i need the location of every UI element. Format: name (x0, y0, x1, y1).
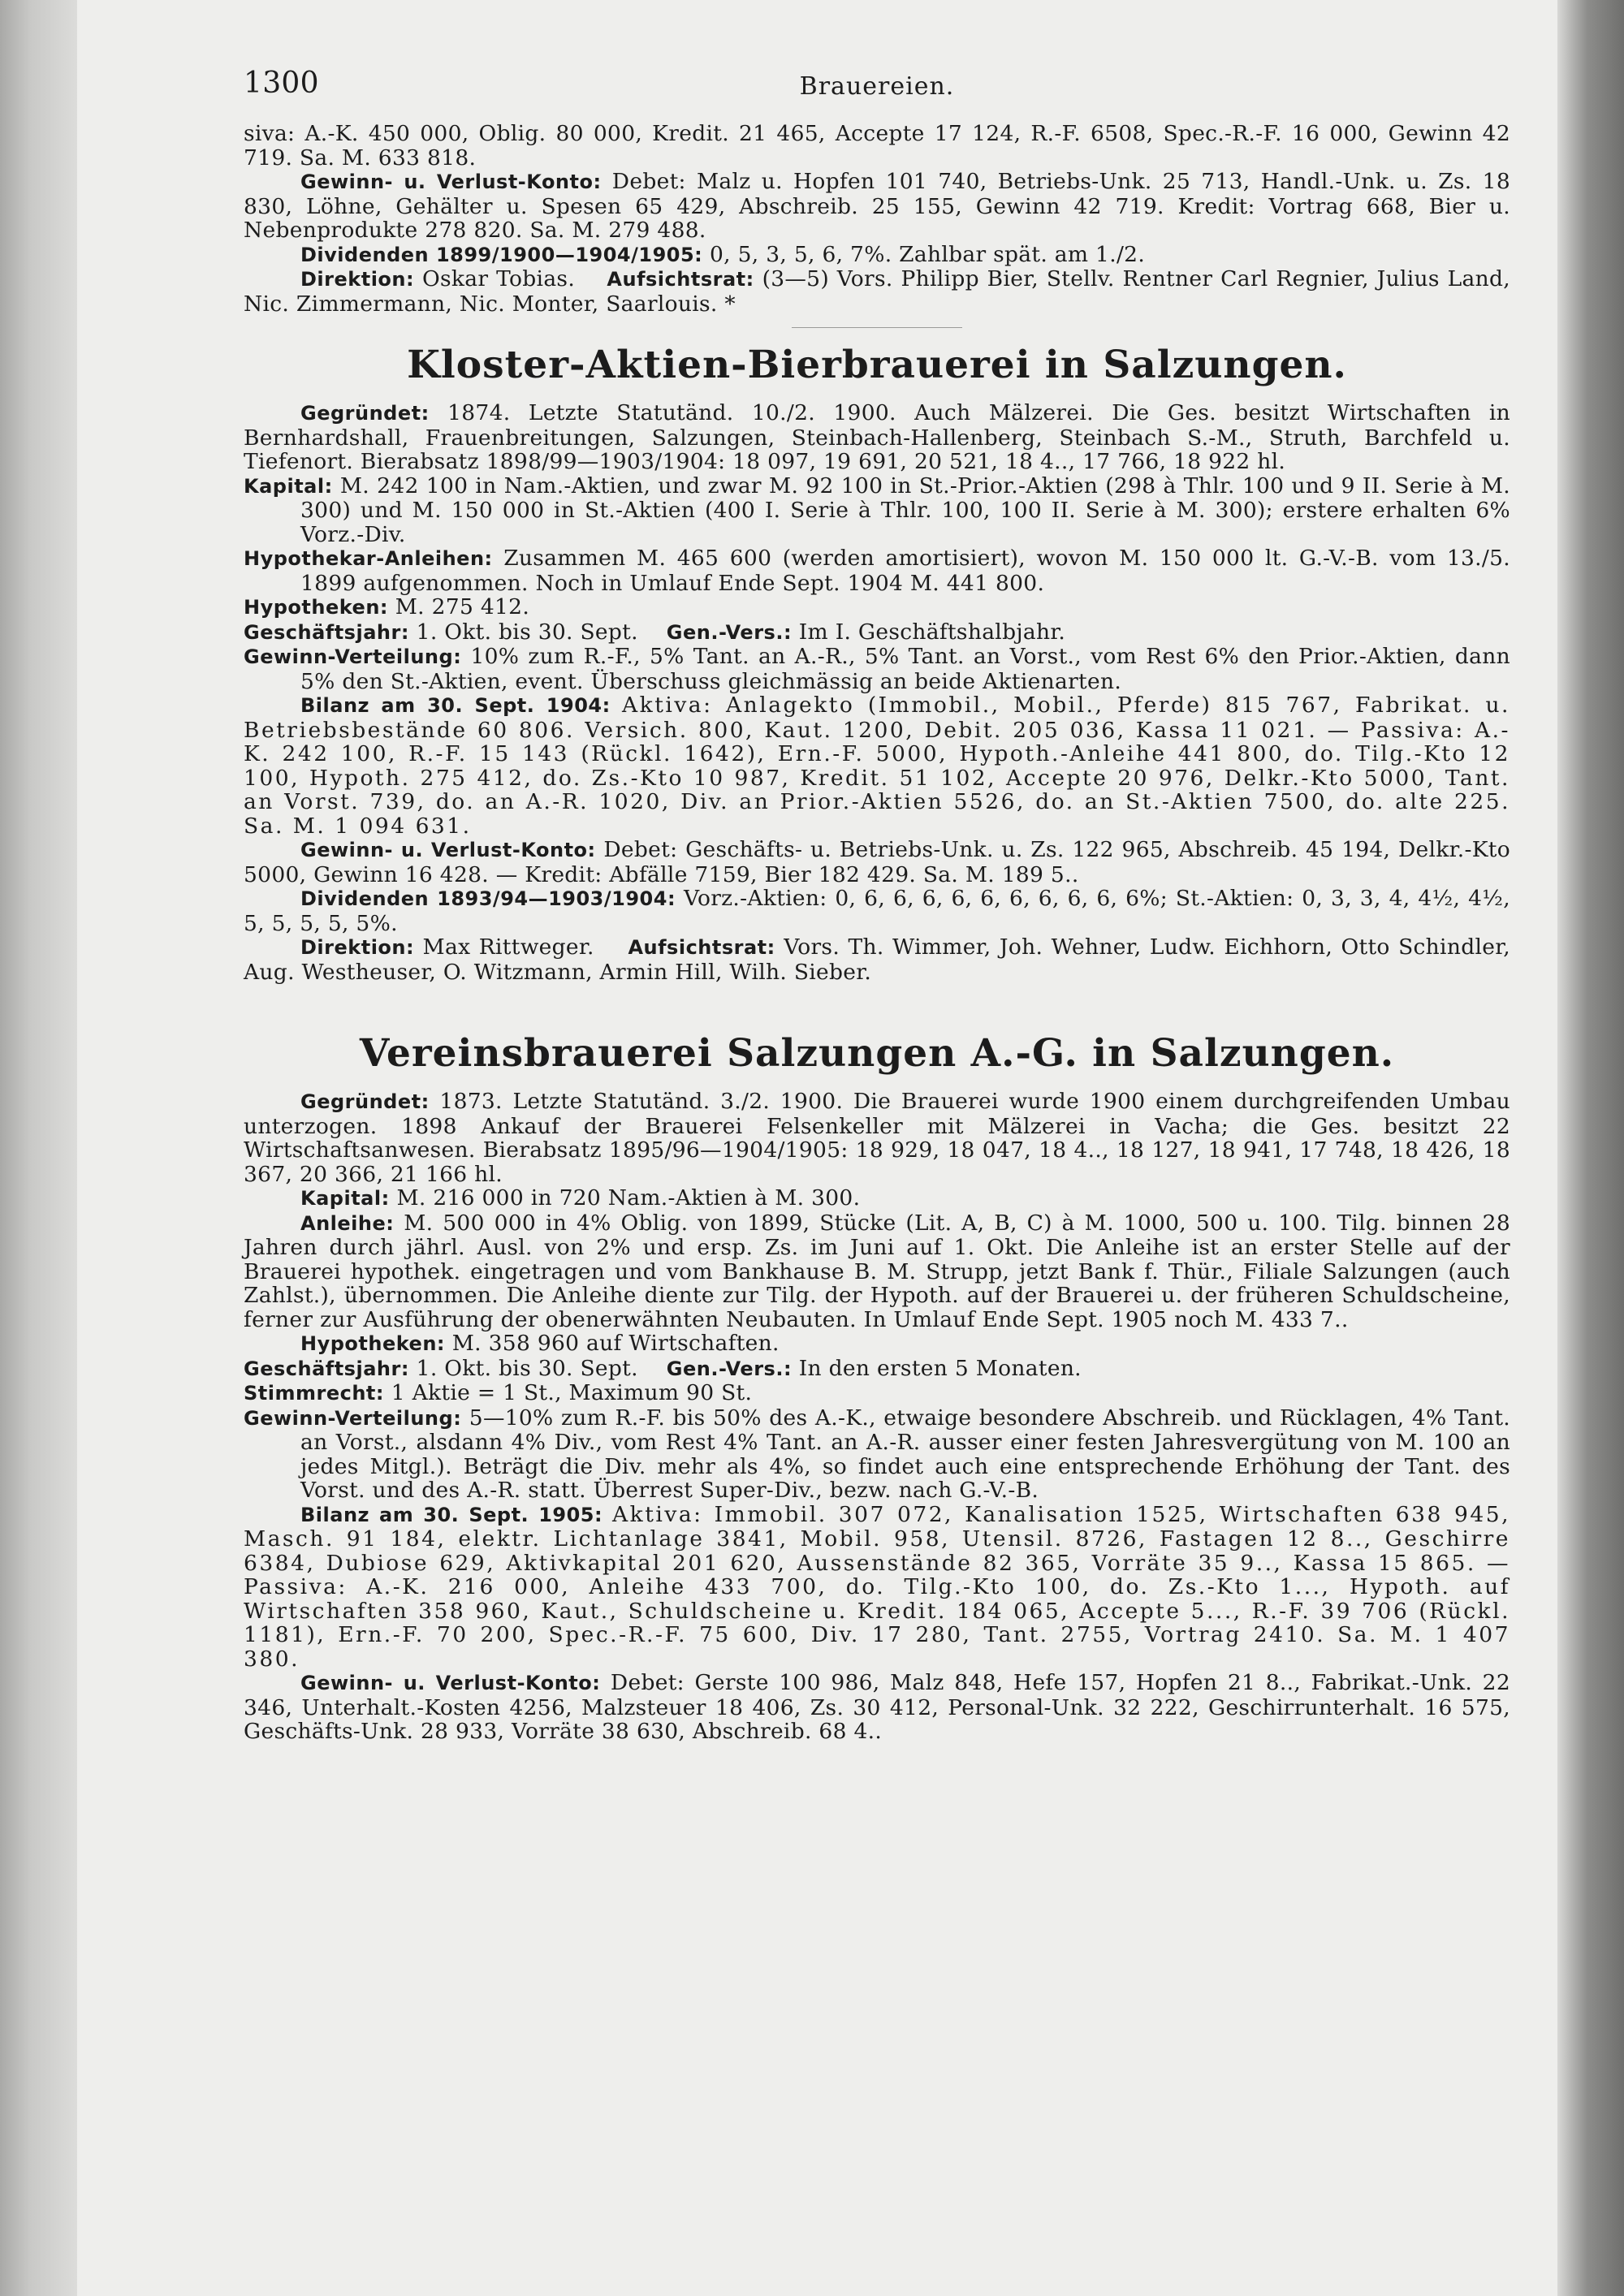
verein-capital-paragraph (244, 1186, 1510, 1211)
kloster-mortgage-bonds-text: Zusammen M. 465 600 (werden amortisiert), wovon M. 150 000 lt. G.-V.-B. vom 13./5. 1899 aufgenommen. Noch in Umlauf Ende Sept. 1904 M. 441 800. (300, 546, 1510, 596)
section-gap (244, 984, 1510, 1016)
supervisory-board-label: Aufsichtsrat: (607, 268, 754, 291)
verein-voting-right-label: Stimmrecht: (244, 1382, 384, 1405)
verein-fiscal-year-label: Geschäftsjahr: (244, 1357, 409, 1380)
kloster-profit-distribution-text: 10% zum R.-F., 5% Tant. an A.-R., 5% Tant. an Vorst., vom Rest 6% den Prior.-Aktien, dann 5% den St.-Aktien, event. Überschuss gleichmässig an beide Aktienarten. (300, 644, 1510, 694)
balance-continuation (244, 122, 1510, 170)
profit-loss-text: Debet: Malz u. Hopfen 101 740, Betriebs-Unk. 25 713, Handl.-Unk. u. Zs. 18 830, Löhne, Gehälter u. Spesen 65 429, Abschreib. 25 155, Gewinn 42 719. Kredit: Vortrag 668, Bier u. Nebenprodukte 278 820. Sa. M. 279 488. (244, 169, 1511, 243)
verein-balance-label: Bilanz am 30. Sept. 1905: (300, 1503, 603, 1526)
kloster-capital-paragraph (244, 474, 1510, 547)
verein-balance-paragraph (244, 1503, 1510, 1672)
verein-general-meeting-label: Gen.-Vers.: (666, 1357, 793, 1380)
kloster-founded-text: 1874. Letzte Statutänd. 10./2. 1900. Auch Mälzerei. Die Ges. besitzt Wirtschaften in Bernhardshall, Frauenbreitungen, Salzungen, Steinbach-Hallenberg, Steinbach S.-M., Struth, Barchfeld u. Tiefenort. Bierabsatz 1898/99—1903/1904: 18 097, 19 691, 20 521, 18 4.., 17 766, 18 922 hl. (244, 400, 1510, 474)
management-paragraph (244, 267, 1510, 316)
kloster-entry (244, 341, 1510, 984)
scan-shadow-left (0, 0, 77, 2296)
verein-founded-paragraph (244, 1090, 1510, 1186)
scan-shadow-right (1557, 0, 1624, 2296)
kloster-capital-label: Kapital: (244, 474, 333, 498)
dividends-label: Dividenden 1899/1900—1904/1905: (300, 243, 703, 266)
verein-profit-distribution-label: Gewinn-Verteilung: (244, 1406, 462, 1430)
direction-label: Direktion: (300, 268, 415, 291)
document-page (244, 67, 1511, 1744)
verein-bond-label: Anleihe: (300, 1211, 395, 1235)
kloster-profit-loss-label: Gewinn- u. Verlust-Konto: (300, 839, 596, 861)
balance-total-text: Gewinn 42 719. Sa. M. 633 818. (244, 121, 1510, 170)
kloster-dividends-label: Dividenden 1893/94—1903/1904: (300, 887, 676, 910)
verein-voting-right-paragraph (244, 1381, 1510, 1406)
supervisory-board-text: (3—5) Vors. Philipp Bier, Stellv. Rentner Carl Regnier, Julius Land, Nic. Zimmermann, Nic. Monter, Saarlouis. * (244, 266, 1510, 317)
verein-mortgages-paragraph (244, 1331, 1510, 1357)
kloster-capital-text: M. 242 100 in Nam.-Aktien, und zwar M. 92 100 in St.-Prior.-Aktien (298 à Thlr. 100 und 9 II. Serie à M. 300) und M. 150 000 in St.-Aktien (400 I. Serie à Thlr. 100, 100 II. Serie à M. 300); erstere erhalten 6% Vorz.-Div. (300, 473, 1510, 547)
kloster-founded-paragraph (244, 401, 1510, 474)
verein-founded-text: 1873. Letzte Statutänd. 3./2. 1900. Die Brauerei wurde 1900 einem durchgreifenden Umbau unterzogen. 1898 Ankauf der Brauerei Felsenkeller mit Mälzerei in Vacha; die Ges. besitzt 22 Wirtschaftsanwesen. Bierabsatz 1895/96—1904/1905: 18 929, 18 047, 18 4.., 18 127, 18 941, 17 748, 18 426, 18 367, 20 366, 21 166 hl. (244, 1089, 1510, 1187)
page-header (244, 67, 1510, 122)
verein-profit-loss-text: Debet: Gerste 100 986, Malz 848, Hefe 157, Hopfen 21 8.., Fabrikat.-Unk. 22 346, Unterhalt.-Kosten 4256, Malzsteuer 18 406, Zs. 30 412, Personal-Unk. 32 222, Geschirrunterhalt. 16 575, Geschäfts-Unk. 28 933, Vorräte 38 630, Abschreib. 68 4.. (244, 1670, 1510, 1744)
kloster-supervisory-board-text: Vors. Th. Wimmer, Joh. Wehner, Ludw. Eichhorn, Otto Schindler, Aug. Westheuser, O. Witzmann, Armin Hill, Wilh. Sieber. (244, 934, 1510, 985)
kloster-dividends-paragraph (244, 887, 1510, 935)
verein-balance-text: Aktiva: Immobil. 307 072, Kanalisation 1525, Wirtschaften 638 945, Masch. 91 184, elektr. Lichtanlage 3841, Mobil. 958, Utensil. 8726, Fastagen 12 8.., Geschirre 6384, Dubiose 629, Aktivkapital 201 620, Aussenstände 82 365, Vorräte 35 9.., Kassa 15 865. — Passiva: A.-K. 216 000, Anleihe 433 700, do. Tilg.-Kto 100, do. Zs.-Kto 1..., Hypoth. auf Wirtschaften 358 960, Kaut., Schuldscheine u. Kredit. 184 065, Accepte 5..., R.-F. 39 706 (Rückl. 1181), Ern.-F. 70 200, Spec.-R.-F. 75 600, Div. 17 280, Tant. 2755, Vortrag 2410. Sa. M. 1 407 380. (244, 1501, 1510, 1672)
verein-capital-text: M. 216 000 in 720 Nam.-Aktien à M. 300. (396, 1185, 861, 1211)
verein-profit-distribution-text: 5—10% zum R.-F. bis 50% des A.-K., etwaige besondere Abschreib. und Rücklagen, 4% Tant. an Vorst., alsdann 4% Div., vom Rest 4% Tant. an A.-R. ausser einer festen Jahresvergütung von M. 100 an jedes Mitgl.). Beträgt die Div. mehr als 4%, so findet auch eine entsprechende Erhöhung der Tant. des Vorst. und des A.-R. statt. Überrest Super-Div., bezw. nach G.-V.-B. (300, 1405, 1510, 1503)
verein-title: Vereinsbrauerei Salzungen A.-G. in Salzungen. (359, 1031, 1395, 1076)
verein-fiscal-year-text: 1. Okt. bis 30. Sept. (416, 1355, 638, 1381)
profit-loss-paragraph (244, 170, 1510, 243)
kloster-founded-label: Gegründet: (300, 402, 430, 425)
verein-fiscal-year-paragraph (244, 1357, 1510, 1382)
kloster-balance-paragraph (244, 693, 1510, 838)
kloster-general-meeting-label: Gen.-Vers.: (666, 620, 793, 644)
kloster-balance-label: Bilanz am 30. Sept. 1904: (300, 694, 611, 717)
kloster-fiscal-year-text: 1. Okt. bis 30. Sept. (416, 619, 638, 645)
verein-entry (244, 1029, 1510, 1744)
verein-founded-label: Gegründet: (300, 1090, 430, 1113)
verein-bond-text: M. 500 000 in 4% Oblig. von 1899, Stücke (Lit. A, B, C) à M. 1000, 500 u. 100. Tilg. binnen 28 Jahren durch jährl. Ausl. von 2% und ersp. Zs. im Juni auf 1. Okt. Die Anleihe ist an erster Stelle auf der Brauerei hypothek. eingetragen und vom Bankhause B. M. Strupp, jetzt Bank f. Thür., Filiale Salzungen (auch Zahlst.), übernommen. Die Anleihe diente zur Tilg. der Hypoth. auf der Brauerei u. der früheren Schuldscheine, ferner zur Ausführung der obenerwähnten Neubauten. In Umlauf Ende Sept. 1905 noch M. 433 7.. (244, 1210, 1510, 1332)
verein-voting-right-text: 1 Aktie = 1 St., Maximum 90 St. (391, 1380, 753, 1405)
verein-profit-distribution-paragraph (244, 1406, 1510, 1503)
kloster-direction-text: Max Rittweger. (422, 934, 594, 960)
direction-text: Oskar Tobias. (421, 266, 576, 291)
kloster-profit-loss-paragraph (244, 838, 1510, 887)
kloster-mortgages-label: Hypotheken: (244, 596, 389, 619)
verein-profit-loss-label: Gewinn- u. Verlust-Konto: (300, 1672, 601, 1694)
kloster-mortgages-paragraph (244, 595, 1510, 620)
kloster-profit-distribution-label: Gewinn-Verteilung: (244, 645, 462, 668)
verein-bond-paragraph (244, 1211, 1510, 1332)
verein-general-meeting-text: In den ersten 5 Monaten. (798, 1355, 1082, 1381)
kloster-dividends-text: Vorz.-Aktien: 0, 6, 6, 6, 6, 6, 6, 6, 6, 6, 6%; St.-Aktien: 0, 3, 3, 4, 4½, 4½, 5, 5, 5, 5, 5%. (244, 886, 1510, 936)
dividends-text: 0, 5, 3, 5, 6, 7%. Zahlbar spät. am 1./2. (710, 241, 1146, 267)
kloster-profit-distribution-paragraph (244, 645, 1510, 693)
section-divider (792, 327, 962, 328)
profit-loss-label: Gewinn- u. Verlust-Konto: (300, 170, 602, 193)
dividends-paragraph (244, 243, 1510, 268)
previous-entry-continuation (244, 122, 1510, 316)
kloster-fiscal-year-label: Geschäftsjahr: (244, 620, 409, 644)
running-title: Brauereien. (799, 72, 955, 101)
kloster-general-meeting-text: Im I. Geschäftshalbjahr. (798, 619, 1066, 645)
balance-passiva-text: siva: A.-K. 450 000, Oblig. 80 000, Kredit. 21 465, Accepte 17 124, R.-F. 6508, Spec.-R.-F. 16 000, (244, 121, 1379, 146)
verein-mortgages-label: Hypotheken: (300, 1332, 446, 1355)
verein-profit-loss-paragraph (244, 1671, 1510, 1744)
kloster-management-paragraph (244, 935, 1510, 984)
kloster-direction-label: Direktion: (300, 936, 415, 959)
kloster-fiscal-year-paragraph (244, 620, 1510, 645)
verein-capital-label: Kapital: (300, 1187, 390, 1210)
kloster-mortgage-bonds-paragraph (244, 546, 1510, 595)
page-number: 1300 (244, 67, 319, 100)
verein-mortgages-text: M. 358 960 auf Wirtschaften. (451, 1331, 780, 1356)
kloster-profit-loss-text: Debet: Geschäfts- u. Betriebs-Unk. u. Zs. 122 965, Abschreib. 45 194, Delkr.-Kto 5000, Gewinn 16 428. — Kredit: Abfälle 7159, Bier 182 429. Sa. M. 189 5.. (244, 837, 1510, 887)
kloster-supervisory-board-label: Aufsichtsrat: (628, 936, 775, 959)
kloster-mortgages-text: M. 275 412. (395, 594, 530, 619)
kloster-mortgage-bonds-label: Hypothekar-Anleihen: (244, 547, 493, 570)
kloster-balance-text: Aktiva: Anlagekto (Immobil., Mobil., Pferde) 815 767, Fabrikat. u. Betriebsbestände 60 806. Versich. 800, Kaut. 1200, Debit. 205 036, Kassa 11 021. — Passiva: A.-K. 242 100, R.-F. 15 143 (Rückl. 1642), Ern.-F. 5000, Hypoth.-Anleihe 441 800, do. Tilg.-Kto 12 100, Hypoth. 275 412, do. Zs.-Kto 10 987, Kredit. 51 102, Accepte 20 976, Delkr.-Kto 5000, Tant. an Vorst. 739, do. an A.-R. 1020, Div. an Prior.-Aktien 5526, do. an St.-Aktien 7500, do. alte 225. Sa. M. 1 094 631. (244, 693, 1510, 839)
kloster-title: Kloster-Aktien-Bierbrauerei in Salzungen. (407, 343, 1347, 387)
